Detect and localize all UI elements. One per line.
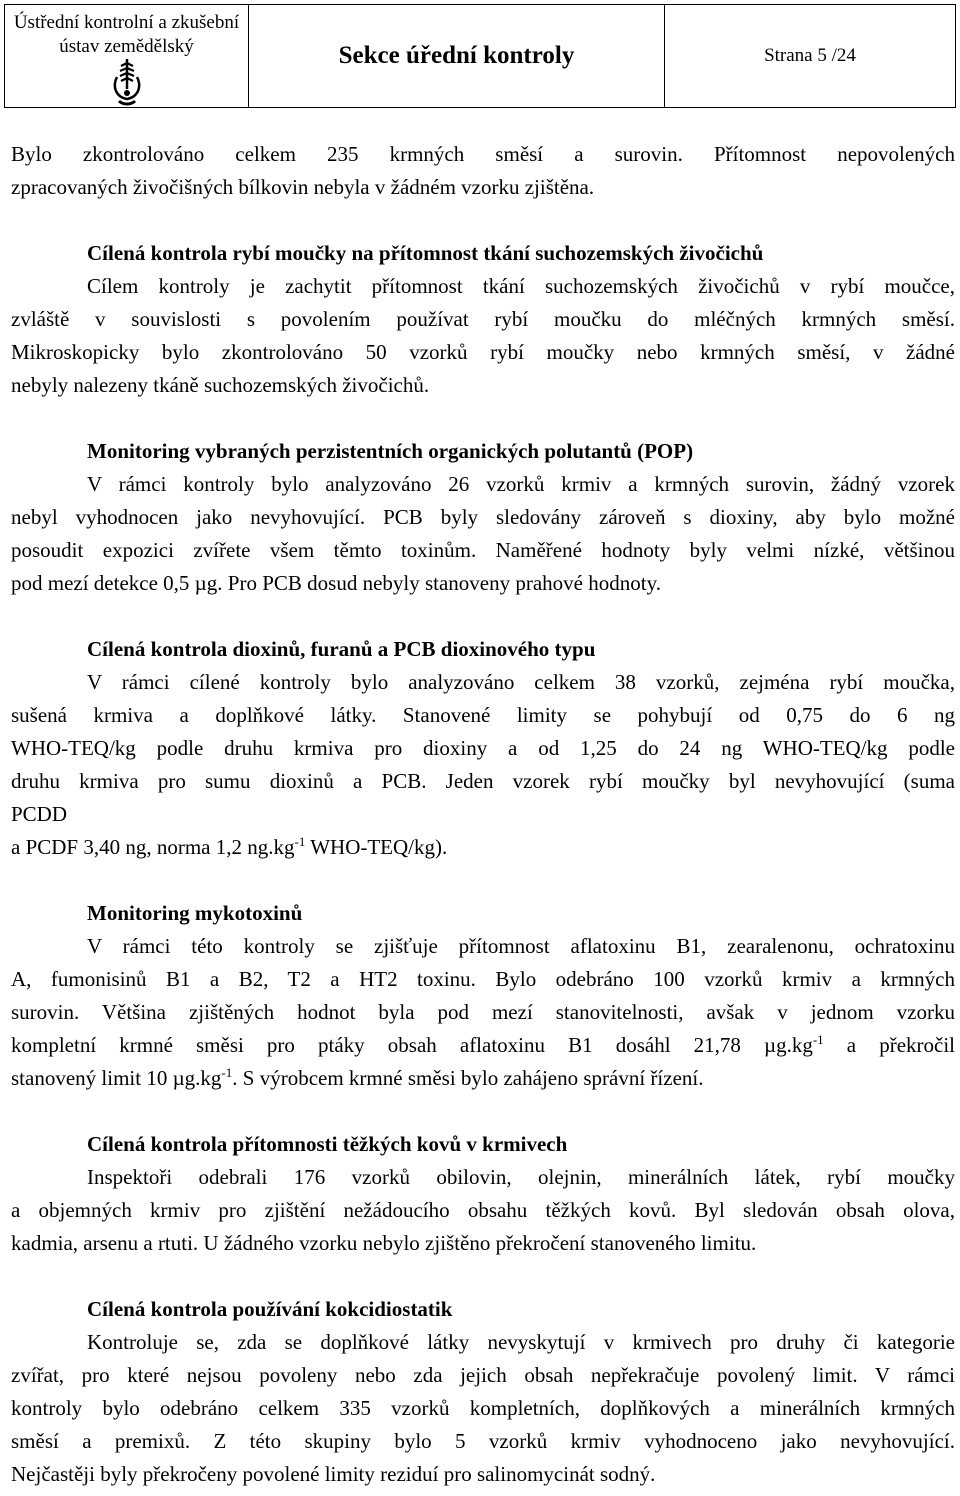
text-line: posoudit expozici zvířete všem těmto toxinům. Naměřené hodnoty byly velmi nízké, většinou xyxy=(11,538,955,562)
page-header xyxy=(4,4,956,108)
text-line: Cílem kontroly je zachytit přítomnost tkání suchozemských živočichů v rybí moučce, xyxy=(87,274,955,298)
text-line: V rámci této kontroly se zjišťuje přítomnost aflatoxinu B1, zearalenonu, ochratoxinu xyxy=(87,934,955,958)
text-line: a PCDF 3,40 ng, norma 1,2 $ng.kg^{-1}$ WHO-TEQ/kg). xyxy=(11,834,448,859)
section-heading: Cílená kontrola používání kokcidiostatik xyxy=(87,1297,453,1321)
header-organization xyxy=(5,5,249,107)
section-dioxins xyxy=(11,633,955,864)
text-line: zpracovaných živočišných bílkovin nebyla v žádném vzorku zjištěna. xyxy=(11,175,595,199)
org-name-line1: Ústřední kontrolní a zkušební xyxy=(13,12,240,33)
header-page xyxy=(665,5,955,107)
text-line: PCDD xyxy=(11,802,68,826)
section-coccidiostats xyxy=(11,1293,955,1491)
ukzuz-logo-icon xyxy=(108,57,146,107)
text-line: WHO-TEQ/kg podle druhu krmiva pro dioxiny a od 1,25 do 24 ng WHO-TEQ/kg podle xyxy=(11,736,955,760)
text-line: směsí a premixů. Z této skupiny bylo 5 vzorků krmiv vyhodnoceno jako nevyhovující. xyxy=(11,1429,955,1453)
document-body xyxy=(11,138,955,1491)
text-line: pod mezí detekce 0,5 µg. Pro PCB dosud nebyly stanoveny prahové hodnoty. xyxy=(11,571,661,595)
section-title: Sekce úřední kontroly xyxy=(338,42,575,69)
text-line: kompletní krmné směsi pro ptáky obsah aflatoxinu B1 dosáhl 21,78 $\mu g.kg^{-1}$ a překročil xyxy=(11,1032,956,1057)
text-line: druhu krmiva pro sumu dioxinů a PCB. Jeden vzorek rybí moučky byl nevyhovující (suma xyxy=(11,769,955,793)
text-line: kontroly bylo odebráno celkem 335 vzorků kompletních, doplňkových a minerálních krmných xyxy=(11,1396,955,1420)
text-line: kadmia, arsenu a rtuti. U žádného vzorku nebylo zjištěno překročení stanoveného limitu. xyxy=(11,1231,757,1255)
text-line: nebyl vyhodnocen jako nevyhovující. PCB byly sledovány zároveň s dioxiny, aby bylo možné xyxy=(11,505,955,529)
section-heading: Monitoring vybraných perzistentních organických polutantů (POP) xyxy=(87,439,694,463)
text-line: Mikroskopicky bylo zkontrolováno 50 vzorků rybí moučky nebo krmných směsí, v žádné xyxy=(11,340,955,364)
org-name-line2: ústav zemědělský xyxy=(59,36,194,57)
section-heavy-metals xyxy=(11,1128,955,1260)
text-line: nebyly nalezeny tkáně suchozemských živočichů. xyxy=(11,373,430,397)
text-line: V rámci cílené kontroly bylo analyzováno celkem 38 vzorků, zejména rybí moučka, xyxy=(87,670,955,694)
text-line: Inspektoři odebrali 176 vzorků obilovin, olejnin, minerálních látek, rybí moučky xyxy=(87,1165,955,1189)
section-heading: Monitoring mykotoxinů xyxy=(87,901,303,925)
header-section xyxy=(249,5,665,107)
text-line: Nejčastěji byly překročeny povolené limity reziduí pro salinomycinát sodný. xyxy=(11,1462,656,1486)
text-line: Bylo zkontrolováno celkem 235 krmných směsí a surovin. Přítomnost nepovolených xyxy=(11,142,955,166)
text-line: zvířat, pro které nejsou povoleny nebo zda jejich obsah nepřekračuje povolený limit. V rámci xyxy=(11,1363,955,1387)
text-line: surovin. Většina zjištěných hodnot byla pod mezí stanovitelnosti, avšak v jednom vzorku xyxy=(11,1000,955,1024)
section-heading: Cílená kontrola přítomnosti těžkých kovů v krmivech xyxy=(87,1132,568,1156)
section-mycotoxins xyxy=(11,897,955,1095)
section-heading: Cílená kontrola dioxinů, furanů a PCB dioxinového typu xyxy=(87,637,596,661)
page-number: Strana 5 /24 xyxy=(764,45,856,66)
text-line: zvláště v souvislosti s povolením používat rybí moučku do mléčných krmných směsí. xyxy=(11,307,955,331)
text-line: a objemných krmiv pro zjištění nežádoucího obsahu těžkých kovů. Byl sledován obsah olova, xyxy=(11,1198,955,1222)
text-line: stanovený limit 10 $\mu g.kg^{-1}$. S výrobcem krmné směsi bylo zahájeno správní řízení. xyxy=(11,1065,704,1090)
text-line: sušená krmiva a doplňkové látky. Stanovené limity se pohybují od 0,75 do 6 ng xyxy=(11,703,955,727)
section-fish-meal xyxy=(11,237,955,402)
text-line: V rámci kontroly bylo analyzováno 26 vzorků krmiv a krmných surovin, žádný vzorek xyxy=(87,472,955,496)
section-pop-monitoring xyxy=(11,435,955,600)
text-line: Kontroluje se, zda se doplňkové látky nevyskytují v krmivech pro druhy či kategorie xyxy=(87,1330,955,1354)
section-heading: Cílená kontrola rybí moučky na přítomnost tkání suchozemských živočichů xyxy=(87,241,764,265)
text-line: A, fumonisinů B1 a B2, T2 a HT2 toxinu. Bylo odebráno 100 vzorků krmiv a krmných xyxy=(11,967,955,991)
intro-paragraph xyxy=(11,138,955,204)
